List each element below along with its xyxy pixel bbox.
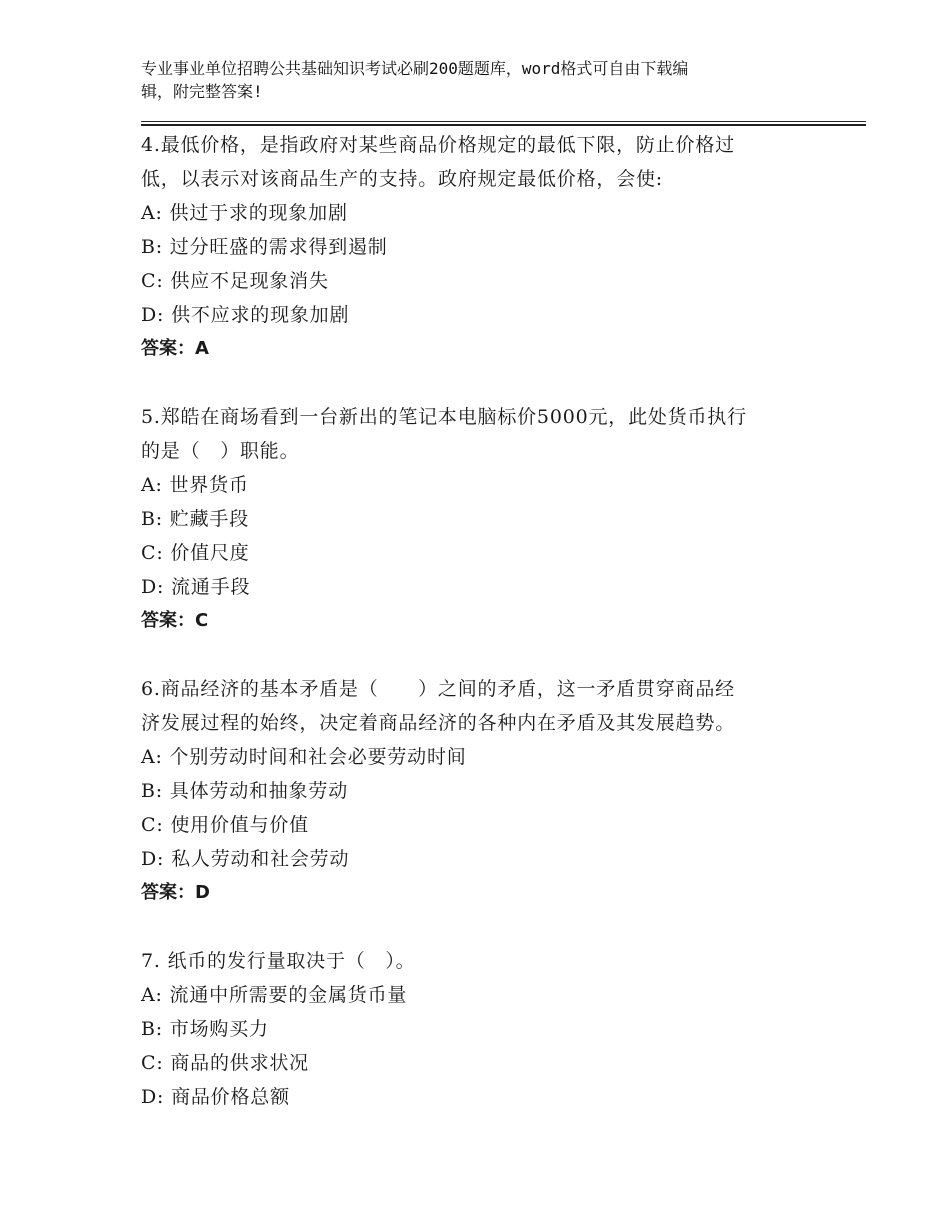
option-c: C: 供应不足现象消失 [141,270,329,292]
question-4 [141,128,821,366]
option-d: D: 商品价格总额 [141,1086,290,1108]
option-a: A: 世界货币 [141,474,249,496]
page-header [141,57,801,103]
question-stem-line: 的是（ ）职能。 [141,440,300,462]
option-d: D: 流通手段 [141,576,251,598]
answer-label: 答案：D [141,882,210,903]
question-stem-line: 7. 纸币的发行量取决于（ ）。 [141,950,416,972]
option-b: B: 过分旺盛的需求得到遏制 [141,236,388,258]
question-stem-line: 4.最低价格，是指政府对某些商品价格规定的最低下限，防止价格过 [141,134,735,156]
option-d: D: 私人劳动和社会劳动 [141,848,350,870]
option-c: C: 价值尺度 [141,542,250,564]
question-list [141,128,821,1148]
question-stem-line: 5.郑皓在商场看到一台新出的笔记本电脑标价5000元，此处货币执行 [141,406,747,428]
question-7 [141,944,821,1114]
option-a: A: 供过于求的现象加剧 [141,202,348,224]
header-divider [141,121,866,126]
option-d: D: 供不应求的现象加剧 [141,304,350,326]
answer-label: 答案：C [141,610,209,631]
answer-label: 答案：A [141,338,209,359]
question-6 [141,672,821,910]
option-b: B: 具体劳动和抽象劳动 [141,780,349,802]
option-b: B: 市场购买力 [141,1018,269,1040]
option-a: A: 流通中所需要的金属货币量 [141,984,408,1006]
header-line-2: 辑，附完整答案! [141,82,263,101]
question-5 [141,400,821,638]
question-stem-line: 6.商品经济的基本矛盾是（ ）之间的矛盾，这一矛盾贯穿商品经 [141,678,735,700]
option-a: A: 个别劳动时间和社会必要劳动时间 [141,746,467,768]
option-c: C: 使用价值与价值 [141,814,309,836]
header-line-1: 专业事业单位招聘公共基础知识考试必刷200题题库，word格式可自由下载编 [141,59,689,78]
option-b: B: 贮藏手段 [141,508,250,530]
question-stem-line: 低，以表示对该商品生产的支持。政府规定最低价格，会使: [141,168,664,190]
question-stem-line: 济发展过程的始终，决定着商品经济的各种内在矛盾及其发展趋势。 [141,712,736,734]
option-c: C: 商品的供求状况 [141,1052,309,1074]
